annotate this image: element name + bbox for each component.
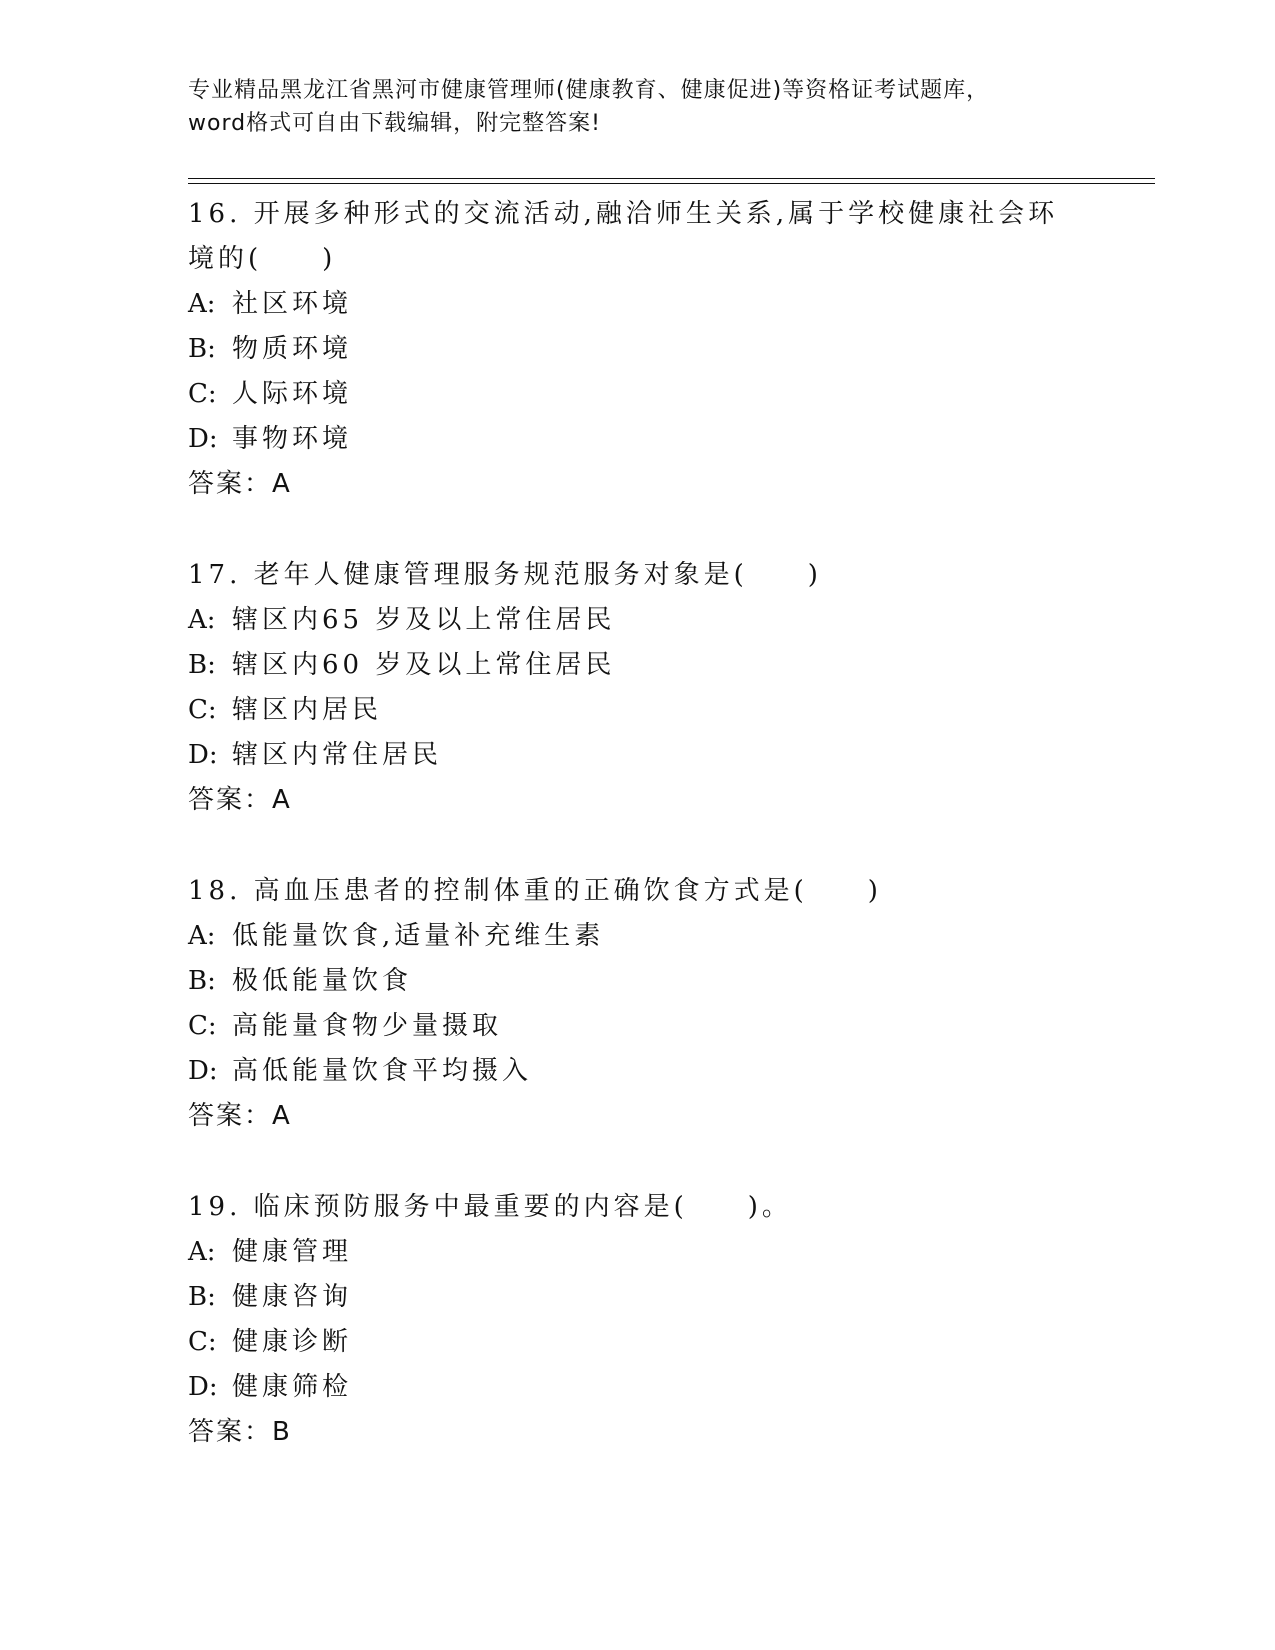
question-stem: 16. 开展多种形式的交流活动,融洽师生关系,属于学校健康社会环境的( ) [188, 199, 1059, 274]
option-text: 极低能量饮食 [232, 966, 413, 996]
option-text: 辖区内65 岁及以上常住居民 [232, 605, 616, 635]
option-letter: B: [188, 1282, 216, 1312]
header-line-2: word格式可自由下载编辑，附完整答案! [188, 111, 601, 136]
option-c [188, 1320, 1088, 1365]
option-a [188, 598, 1088, 643]
option-d [188, 417, 1088, 462]
option-letter: A: [188, 605, 216, 635]
option-text: 社区环境 [232, 289, 353, 319]
question-stem: 19. 临床预防服务中最重要的内容是( )。 [188, 1192, 792, 1222]
header-divider-top [188, 178, 1155, 179]
option-letter: B: [188, 966, 216, 996]
option-letter: C: [188, 1011, 217, 1041]
option-c [188, 688, 1088, 733]
question-list [188, 192, 1088, 1501]
option-c [188, 1004, 1088, 1049]
option-a [188, 282, 1088, 327]
option-letter: C: [188, 1327, 217, 1357]
option-text: 高低能量饮食平均摄入 [232, 1056, 533, 1086]
option-d [188, 733, 1088, 778]
header-divider-bottom [188, 183, 1155, 184]
answer-line: 答案：A [188, 469, 292, 499]
answer-line: 答案：A [188, 1101, 292, 1131]
option-b [188, 1275, 1088, 1320]
question-17 [188, 553, 1088, 823]
option-b [188, 643, 1088, 688]
header-line-1: 专业精品黑龙江省黑河市健康管理师(健康教育、健康促进)等资格证考试题库， [188, 78, 990, 103]
option-text: 辖区内60 岁及以上常住居民 [232, 650, 616, 680]
option-text: 低能量饮食,适量补充维生素 [232, 921, 605, 951]
option-text: 健康诊断 [232, 1327, 353, 1357]
option-letter: A: [188, 921, 216, 951]
option-letter: A: [188, 1237, 216, 1267]
option-letter: C: [188, 695, 217, 725]
option-text: 人际环境 [232, 379, 353, 409]
option-text: 健康咨询 [232, 1282, 353, 1312]
document-header [188, 74, 1088, 140]
answer-line: 答案：B [188, 1417, 292, 1447]
option-letter: D: [188, 740, 218, 770]
question-stem: 17. 老年人健康管理服务规范服务对象是( ) [188, 560, 822, 590]
option-text: 辖区内常住居民 [232, 740, 443, 770]
option-text: 物质环境 [232, 334, 353, 364]
option-d [188, 1365, 1088, 1410]
option-letter: B: [188, 650, 216, 680]
option-b [188, 959, 1088, 1004]
question-19 [188, 1185, 1088, 1455]
question-16 [188, 192, 1088, 507]
answer-line: 答案：A [188, 785, 292, 815]
option-b [188, 327, 1088, 372]
option-text: 事物环境 [232, 424, 353, 454]
option-text: 高能量食物少量摄取 [232, 1011, 503, 1041]
question-18 [188, 869, 1088, 1139]
option-a [188, 1230, 1088, 1275]
question-stem: 18. 高血压患者的控制体重的正确饮食方式是( ) [188, 876, 882, 906]
option-text: 健康管理 [232, 1237, 353, 1267]
option-letter: D: [188, 424, 218, 454]
option-d [188, 1049, 1088, 1094]
option-text: 辖区内居民 [232, 695, 383, 725]
option-a [188, 914, 1088, 959]
option-c [188, 372, 1088, 417]
option-letter: D: [188, 1056, 218, 1086]
option-text: 健康筛检 [232, 1372, 353, 1402]
option-letter: C: [188, 379, 217, 409]
option-letter: B: [188, 334, 216, 364]
option-letter: A: [188, 289, 216, 319]
option-letter: D: [188, 1372, 218, 1402]
